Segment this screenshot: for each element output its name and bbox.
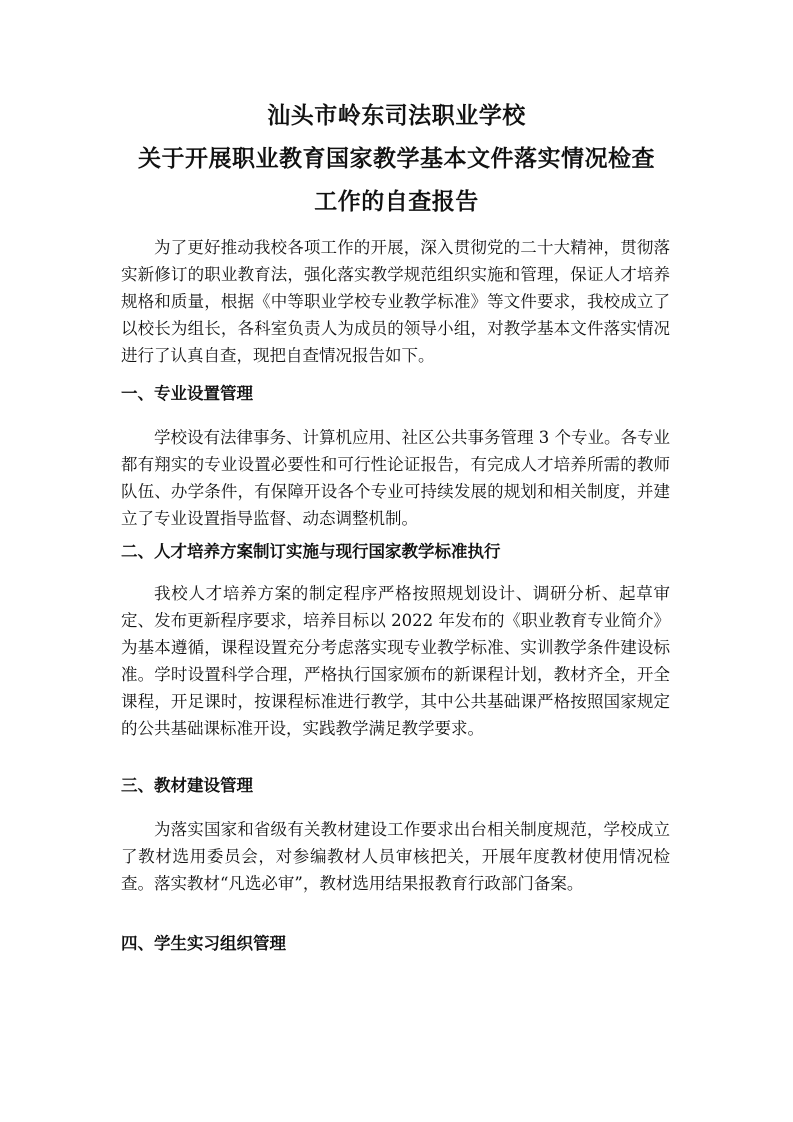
section-heading-textbook-management: 三、教材建设管理	[121, 776, 253, 795]
document-title-report: 工作的自查报告	[314, 188, 479, 215]
section-heading-specialty-management: 一、专业设置管理	[121, 384, 253, 403]
document-title-subject: 关于开展职业教育国家教学基本文件落实情况检查	[138, 145, 655, 172]
section-heading-talent-training: 二、人才培养方案制订实施与现行国家教学标准执行	[121, 542, 501, 561]
section-body-talent-training: 我校人才培养方案的制定程序严格按照规划设计、调研分析、起草审定、发布更新程序要求，培养目标以 2022 年发布的《职业教育专业简介》为基本遵循，课程设置充分考虑落实现专业教学标准、实训教学条件建设标准。学时设置科学合理，严格执行国家颁布的新课程计划，教材齐全，开全课程，开足课时，按课程标准进行教学，其中公共基础课严格按照国家规定的公共基础课标准开设，实践教学满足教学要求。	[121, 584, 670, 738]
section-body-textbook-management: 为落实国家和省级有关教材建设工作要求出台相关制度规范，学校成立了教材选用委员会，对参编教材人员审核把关，开展年度教材使用情况检查。落实教材“凡选必审”，教材选用结果报教育行政部门备案。	[121, 820, 670, 893]
section-body-specialty-management: 学校设有法律事务、计算机应用、社区公共事务管理 3 个专业。各专业都有翔实的专业设置必要性和可行性论证报告，有完成人才培养所需的教师队伍、办学条件，有保障开设各个专业可持续发展的规划和相关制度，并建立了专业设置指导监督、动态调整机制。	[121, 428, 670, 528]
document-title-school: 汕头市岭东司法职业学校	[267, 102, 526, 129]
intro-paragraph: 为了更好推动我校各项工作的开展，深入贯彻党的二十大精神，贯彻落实新修订的职业教育法，强化落实教学规范组织实施和管理，保证人才培养规格和质量，根据《中等职业学校专业教学标准》等文件要求，我校成立了以校长为组长，各科室负责人为成员的领导小组，对教学基本文件落实情况进行了认真自查，现把自查情况报告如下。	[121, 238, 670, 365]
section-heading-internship-management: 四、学生实习组织管理	[121, 934, 286, 953]
